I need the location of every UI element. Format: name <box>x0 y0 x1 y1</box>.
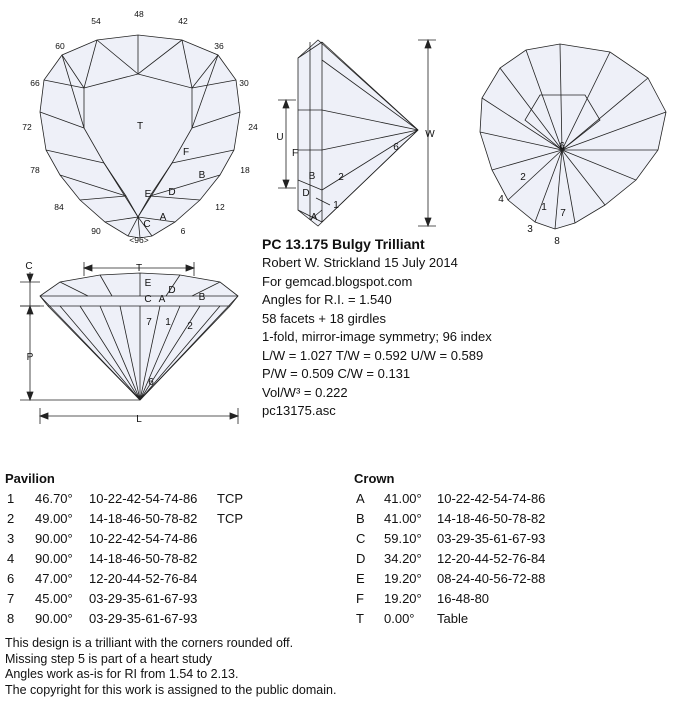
facet-angle: 47.00° <box>35 571 73 586</box>
facet-label: 2 <box>338 172 344 183</box>
facet-id: 2 <box>7 511 15 526</box>
facet-angle: 19.20° <box>384 571 422 586</box>
facet-id: D <box>356 551 366 566</box>
design-notes <box>5 636 336 698</box>
facet-label: 1 <box>165 317 171 328</box>
facet-id: 6 <box>7 571 15 586</box>
facet-label: T <box>136 121 144 132</box>
facets-line: 58 facets + 18 girdles <box>262 310 386 326</box>
note-line: Angles work as-is for RI from 1.54 to 2.13. <box>5 667 239 681</box>
index-label: 84 <box>54 202 64 212</box>
note-line: Missing step 5 is part of a heart study <box>5 651 213 666</box>
facet-indices: 10-22-42-54-74-86 <box>437 491 546 506</box>
facet-label: F <box>182 147 190 158</box>
pavilion-view <box>480 44 666 229</box>
facet-label: 7 <box>146 317 152 328</box>
facet-label: 1 <box>541 202 547 213</box>
table-row <box>354 509 546 529</box>
facet-label: A <box>158 294 166 305</box>
table-row <box>354 489 546 509</box>
facet-label: F <box>291 148 299 159</box>
facet-indices: 14-18-46-50-78-82 <box>437 511 546 526</box>
dimension-label: U <box>276 132 284 143</box>
table-row <box>354 609 469 629</box>
facet-indices: Table <box>437 611 469 626</box>
facet-angle: 90.00° <box>35 611 73 626</box>
crown-heading: Crown <box>354 471 395 486</box>
facet-indices: 08-24-40-56-72-88 <box>437 571 546 586</box>
pavilion-table <box>5 470 243 629</box>
index-label: 72 <box>22 122 32 132</box>
ri-line: Angles for R.I. = 1.540 <box>262 292 392 307</box>
website-line: For gemcad.blogspot.com <box>262 273 413 289</box>
facet-label: 1 <box>333 200 339 211</box>
filename-line: pc13175.asc <box>262 403 336 418</box>
index-label: 30 <box>239 78 249 88</box>
facet-angle: 45.00° <box>35 591 73 606</box>
facet-indices: 10-22-42-54-74-86 <box>89 491 198 506</box>
index-label: 90 <box>91 226 101 236</box>
facet-angle: 19.20° <box>384 591 422 606</box>
table-row <box>5 569 198 589</box>
table-row <box>5 549 198 569</box>
facet-label: A <box>310 212 318 223</box>
facet-angle: 90.00° <box>35 531 73 546</box>
facet-label: D <box>168 285 176 296</box>
facet-id: E <box>356 571 365 586</box>
index-label: 42 <box>178 16 188 26</box>
facet-indices: 14-18-46-50-78-82 <box>89 511 198 526</box>
symmetry-line: 1-fold, mirror-image symmetry; 96 index <box>262 329 492 344</box>
facet-note: TCP <box>217 491 243 506</box>
facet-label: 2 <box>187 321 193 332</box>
facet-id: B <box>356 511 365 526</box>
facet-indices: 10-22-42-54-74-86 <box>89 531 198 546</box>
index-label: 48 <box>134 9 144 19</box>
facet-label: D <box>168 187 176 198</box>
index-label: 12 <box>215 202 225 212</box>
facet-indices: 03-29-35-61-67-93 <box>437 531 546 546</box>
crown-top-view <box>40 35 240 238</box>
facet-id: F <box>356 591 364 606</box>
facet-label: B <box>198 170 206 181</box>
facet-angle: 90.00° <box>35 551 73 566</box>
facet-angle: 41.00° <box>384 511 422 526</box>
facet-note: TCP <box>217 511 243 526</box>
volume-line: Vol/W³ = 0.222 <box>262 384 348 400</box>
facet-label: 6 <box>393 142 399 153</box>
table-row <box>5 529 198 549</box>
facet-angle: 41.00° <box>384 491 422 506</box>
facet-angle: 0.00° <box>384 611 415 626</box>
facet-indices: 03-29-35-61-67-93 <box>89 611 198 626</box>
facet-label: C <box>144 294 152 305</box>
facet-label: 3 <box>527 224 533 235</box>
index-label: 6 <box>180 226 186 236</box>
facet-id: T <box>356 611 364 626</box>
crown-table <box>354 470 546 629</box>
table-row <box>5 489 243 509</box>
facet-label: 7 <box>560 208 566 219</box>
facet-id: C <box>356 531 366 546</box>
table-row <box>5 509 243 529</box>
facet-indices: 03-29-35-61-67-93 <box>89 591 198 606</box>
index-label: 54 <box>91 16 101 26</box>
dimension-label: L <box>136 414 142 425</box>
index-label: <96> <box>129 235 149 245</box>
dimension-label: W <box>425 129 435 140</box>
index-label: 36 <box>214 41 224 51</box>
dimension-label: C <box>25 261 33 272</box>
index-label: 24 <box>248 122 258 132</box>
facet-indices: 12-20-44-52-76-84 <box>89 571 198 586</box>
facet-label: 8 <box>554 236 560 247</box>
table-row <box>354 589 490 609</box>
author-line: Robert W. Strickland 15 July 2014 <box>262 255 458 270</box>
facet-indices: 12-20-44-52-76-84 <box>437 551 546 566</box>
facet-label: 6 <box>559 141 565 152</box>
facet-label: D <box>302 188 310 199</box>
facet-angle: 59.10° <box>384 531 422 546</box>
dimension-label: T <box>135 263 143 274</box>
facet-label: E <box>144 278 152 289</box>
facet-label: B <box>308 171 316 182</box>
index-label: 18 <box>240 165 250 175</box>
facet-label: A <box>159 212 167 223</box>
table-row <box>354 549 546 569</box>
facet-angle: 46.70° <box>35 491 73 506</box>
ratios-line: P/W = 0.509 C/W = 0.131 <box>262 366 411 381</box>
facet-label: 6 <box>148 377 154 388</box>
facet-label: B <box>198 292 206 303</box>
front-view <box>20 262 238 424</box>
facet-indices: 14-18-46-50-78-82 <box>89 551 198 566</box>
facet-indices: 16-48-80 <box>437 591 490 606</box>
table-row <box>5 589 198 609</box>
index-label: 66 <box>30 78 40 88</box>
ratios-line: L/W = 1.027 T/W = 0.592 U/W = 0.589 <box>262 347 484 363</box>
note-line: The copyright for this work is assigned to the public domain. <box>5 682 337 697</box>
pavilion-heading: Pavilion <box>5 471 55 486</box>
table-row <box>5 609 198 629</box>
facet-id: 1 <box>7 491 15 506</box>
index-label: 78 <box>30 165 40 175</box>
facet-id: 8 <box>7 611 15 626</box>
facet-label: E <box>144 189 152 200</box>
facet-id: A <box>356 491 365 506</box>
table-row <box>354 529 546 549</box>
facet-label: 4 <box>498 194 504 205</box>
facet-angle: 34.20° <box>384 551 422 566</box>
design-title: PC 13.175 Bulgy Trilliant <box>262 236 425 252</box>
facet-id: 3 <box>7 531 15 546</box>
table-row <box>354 569 546 589</box>
dimension-label: P <box>26 352 34 363</box>
index-label: 60 <box>55 41 65 51</box>
design-info <box>262 234 492 421</box>
facet-label: 2 <box>520 172 526 183</box>
facet-label: C <box>143 219 151 230</box>
note-line: This design is a trilliant with the corners rounded off. <box>5 636 294 650</box>
facet-id: 7 <box>7 591 15 606</box>
facet-id: 4 <box>7 551 15 566</box>
facet-angle: 49.00° <box>35 511 73 526</box>
